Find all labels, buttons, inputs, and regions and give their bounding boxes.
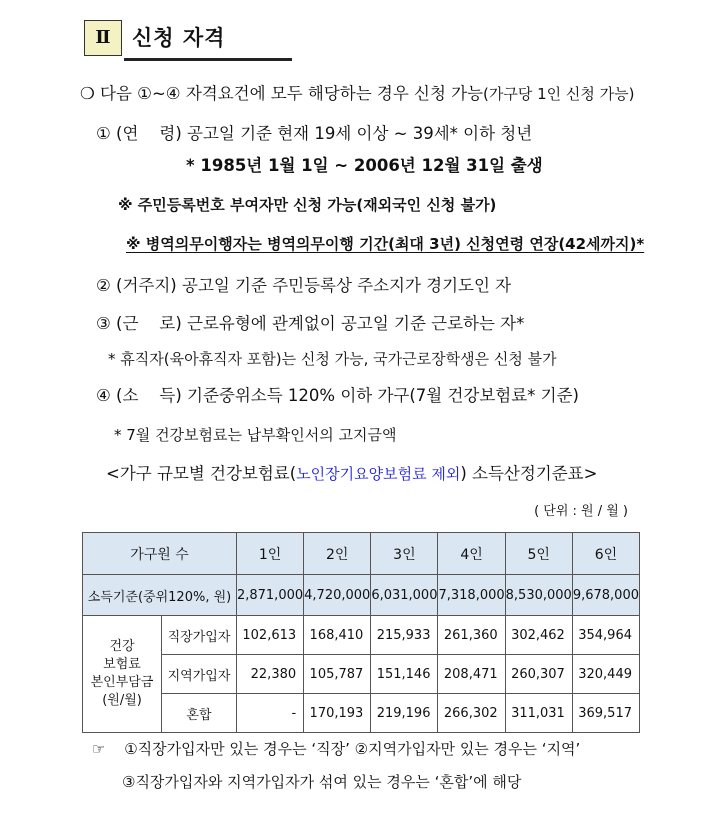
row-label: 직장가입자 — [162, 616, 237, 655]
criterion-text: 공고일 기준 주민등록상 주소지가 경기도인 자 — [182, 276, 512, 295]
table-row — [83, 616, 640, 655]
criterion-age — [96, 120, 532, 144]
criterion-marker: ① — [96, 124, 111, 143]
table-cell: 266,302 — [438, 694, 505, 733]
work-note: * 휴직자(육아휴직자 포함)는 신청 가능, 국가근로장학생은 신청 불가 — [108, 350, 557, 368]
row-label: 지역가입자 — [162, 655, 237, 694]
section-number-badge: Ⅱ — [84, 20, 122, 56]
footnote-line-1 — [92, 738, 580, 759]
intro-line — [80, 80, 635, 104]
criterion-label: (소 득) — [116, 386, 182, 405]
note-military: ※ 병역의무이행자는 병역의무이행 기간(최대 3년) 신청연령 연장(42세까지)* — [126, 235, 645, 253]
table-cell: 170,193 — [304, 694, 371, 733]
criterion-label: (거주지) — [116, 276, 177, 295]
section-title: 신청 자격 — [132, 26, 226, 50]
income-criteria-table — [82, 532, 640, 733]
table-cell: 105,787 — [304, 655, 371, 694]
income-note: * 7월 건강보험료는 납부확인서의 고지금액 — [114, 426, 397, 444]
income-standard-label: 소득기준(중위120%, 원) — [83, 575, 237, 616]
premium-label-line: 본인부담금 — [90, 675, 154, 690]
table-cell: 302,462 — [505, 616, 572, 655]
table-cell: 168,410 — [304, 616, 371, 655]
criterion-marker: ② — [96, 276, 111, 295]
criterion-work — [96, 310, 524, 334]
table-cell: 354,964 — [572, 616, 639, 655]
table-title-highlight: 노인장기요양보험료 제외 — [296, 465, 461, 483]
table-cell: - — [236, 694, 303, 733]
table-row — [83, 694, 640, 733]
criterion-marker: ③ — [96, 314, 111, 333]
header-size: 2인 — [304, 533, 371, 575]
table-cell: 215,933 — [371, 616, 438, 655]
criterion-label: (근 로) — [116, 314, 182, 333]
income-standard-row — [83, 575, 640, 616]
header-size: 4인 — [438, 533, 505, 575]
section-header — [84, 14, 254, 60]
income-value: 2,871,000 — [236, 575, 303, 616]
table-cell: 151,146 — [371, 655, 438, 694]
income-value: 4,720,000 — [304, 575, 371, 616]
intro-text: 다음 ①~④ 자격요건에 모두 해당하는 경우 신청 가능 — [100, 84, 484, 103]
table-title-prefix: <가구 규모별 건강보험료( — [106, 464, 297, 483]
criterion-residence — [96, 272, 511, 296]
criterion-income — [96, 382, 579, 406]
table-cell: 260,307 — [505, 655, 572, 694]
table-cell: 219,196 — [371, 694, 438, 733]
table-cell: 320,449 — [572, 655, 639, 694]
footnote-line-2: ③직장가입자와 지역가입자가 섞여 있는 경우는 ‘혼합’에 해당 — [122, 773, 522, 791]
header-size: 3인 — [371, 533, 438, 575]
criterion-text: 공고일 기준 현재 19세 이상 ~ 39세* 이하 청년 — [187, 124, 533, 143]
premium-label-line: 보험료 — [103, 657, 141, 672]
premium-group-label — [83, 616, 162, 733]
birth-range: * 1985년 1월 1일 ~ 2006년 12월 31일 출생 — [186, 156, 543, 175]
table-header-row — [83, 533, 640, 575]
criterion-label: (연 령) — [116, 124, 182, 143]
criterion-marker: ④ — [96, 386, 111, 405]
table-title-suffix: ) 소득산정기준표> — [460, 464, 598, 483]
note-resident: ※ 주민등록번호 부여자만 신청 가능(재외국인 신청 불가) — [118, 196, 497, 214]
header-household-label: 가구원 수 — [83, 533, 237, 575]
income-value: 9,678,000 — [572, 575, 639, 616]
premium-label-line: (원/월) — [102, 693, 142, 708]
income-value: 8,530,000 — [505, 575, 572, 616]
unit-label: ( 단위 : 원 / 월 ) — [534, 504, 628, 519]
premium-label-line: 건강 — [109, 639, 135, 654]
income-value: 6,031,000 — [371, 575, 438, 616]
row-label: 혼합 — [162, 694, 237, 733]
table-row — [83, 655, 640, 694]
header-size: 6인 — [572, 533, 639, 575]
criterion-text: 기준중위소득 120% 이하 가구(7월 건강보험료* 기준) — [187, 386, 579, 405]
table-cell: 311,031 — [505, 694, 572, 733]
table-cell: 369,517 — [572, 694, 639, 733]
intro-suffix: (가구당 1인 신청 가능) — [483, 85, 635, 103]
criterion-text: 근로유형에 관계없이 공고일 기준 근로하는 자* — [187, 314, 525, 333]
title-underline — [124, 58, 292, 61]
income-value: 7,318,000 — [438, 575, 505, 616]
table-cell: 261,360 — [438, 616, 505, 655]
header-size: 1인 — [236, 533, 303, 575]
table-cell: 102,613 — [236, 616, 303, 655]
table-cell: 208,471 — [438, 655, 505, 694]
circle-bullet-icon: ❍ — [80, 84, 95, 103]
pointing-hand-icon: ☞ — [92, 740, 106, 758]
table-title — [106, 460, 597, 484]
table-cell: 22,380 — [236, 655, 303, 694]
header-size: 5인 — [505, 533, 572, 575]
footnote-text: ①직장가입자만 있는 경우는 ‘직장’ ②지역가입자만 있는 경우는 ‘지역’ — [124, 740, 581, 758]
